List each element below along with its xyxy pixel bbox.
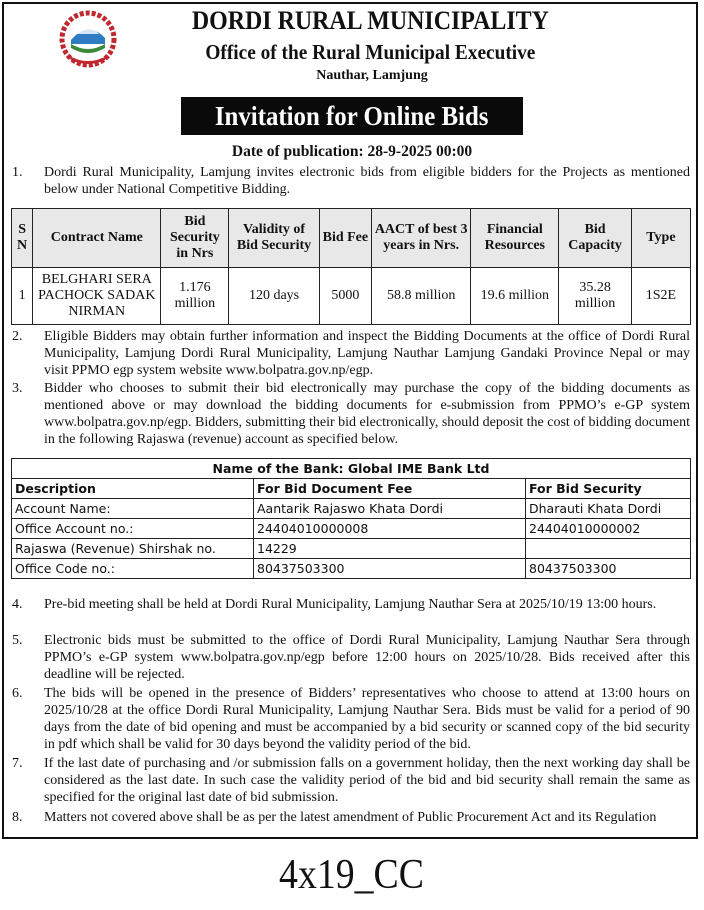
row-label: Rajaswa (Revenue) Shirshak no. — [12, 539, 254, 559]
paragraph-5 — [12, 632, 690, 683]
col-aact: AACT of best 3 years in Nrs. — [372, 209, 471, 268]
row-label: Office Code no.: — [12, 559, 254, 579]
doc-fee-value: Aantarik Rajaswo Khata Dordi — [254, 499, 526, 519]
cell-aact: 58.8 million — [372, 268, 471, 325]
doc-fee-value: 80437503300 — [254, 559, 526, 579]
paragraph-3 — [12, 380, 690, 448]
paragraph-number: 2. — [12, 329, 23, 344]
paragraph-text: Dordi Rural Municipality, Lamjung invites electronic bids from eligible bidders for the Projects as mentioned below under National Competitive Bidding. — [44, 165, 690, 197]
col-description: Description — [12, 479, 254, 499]
cell-contract-name: BELGHARI SERA PACHOCK SADAK NIRMAN — [33, 268, 161, 325]
paragraph-text: If the last date of purchasing and /or submission falls on a government holiday, then the next working day shall be considered as the last date. In such case the validity period of the bid and bid security shall remain the same as specified for the original last date of bid submission. — [44, 756, 690, 805]
ad-code-text: 4x19_CC — [279, 852, 425, 898]
doc-fee-value: 14229 — [254, 539, 526, 559]
publication-date: Date of publication: 28-9-2025 00:00 — [231, 143, 473, 160]
security-value: Dharauti Khata Dordi — [526, 499, 691, 519]
col-bid-fee: Bid Fee — [319, 209, 371, 268]
paragraph-number: 4. — [12, 597, 23, 612]
paragraph-text: Bidder who chooses to submit their bid electronically may purchase the copy of the bidding documents as mentioned above or may download the bidding documents for e-submission from PPMO’s e-GP system www.bolpatra.gov.np/egp. Bidders, submitting their bid electronically, should deposit the cost of bidding document in the following Rajaswa (revenue) account as specified below. — [44, 381, 690, 447]
table-row — [12, 519, 691, 539]
paragraph-text: Matters not covered above shall be as per the latest amendment of Public Procurement Act and its Regulation — [44, 810, 657, 825]
paragraph-text: Eligible Bidders may obtain further information and inspect the Bidding Documents at the office of Dordi Rural Municipality, Lamjung Dordi Rural Municipality, Lamjung Nauthar Lamjung Gandaki Province Nepal or may visit PPMO egp system website www.bolpatra.gov.np/egp. — [44, 329, 690, 378]
security-value: 80437503300 — [526, 559, 691, 579]
col-validity: Validity of Bid Security — [229, 209, 319, 268]
cell-validity: 120 days — [229, 268, 319, 325]
cell-bid-fee: 5000 — [319, 268, 371, 325]
paragraph-1 — [12, 164, 690, 198]
row-label: Account Name: — [12, 499, 254, 519]
contracts-table — [11, 208, 691, 325]
col-financial-resources: Financial Resources — [471, 209, 559, 268]
row-label: Office Account no.: — [12, 519, 254, 539]
paragraph-text: The bids will be opened in the presence of Bidders’ representatives who choose to attend at 13:00 hours on 2025/10/28 at the office Dordi Rural Municipality, Lamjung Nauthar Sera. Bids must be valid for a period of 90 days from the date of bid opening and must be accompanied by a bid security or scanned copy of the bid security in pdf which shall be valid for 30 days beyond the validity period of the bid. — [44, 686, 690, 752]
paragraph-number: 1. — [12, 165, 23, 180]
paragraph-8 — [12, 809, 690, 826]
table-row — [12, 268, 691, 325]
col-bid-security: Bid Security in Nrs — [161, 209, 229, 268]
paragraph-text: Pre-bid meeting shall be held at Dordi Rural Municipality, Lamjung Nauthar Sera at 2025/10/19 13:00 hours. — [44, 597, 657, 612]
paragraph-number: 7. — [12, 756, 23, 771]
ad-code — [0, 851, 704, 899]
office-location: Nauthar, Lamjung — [316, 68, 428, 83]
cell-bid-security: 1.176 million — [161, 268, 229, 325]
col-sn: S N — [12, 209, 33, 268]
paragraph-number: 8. — [12, 810, 23, 825]
paragraph-6 — [12, 685, 690, 753]
col-bid-document-fee: For Bid Document Fee — [254, 479, 526, 499]
col-bid-capacity: Bid Capacity — [559, 209, 631, 268]
municipality-name: DORDI RURAL MUNICIPALITY — [191, 6, 549, 35]
office-name: Office of the Rural Municipal Executive — [205, 40, 536, 64]
paragraph-text: Electronic bids must be submitted to the office of Dordi Rural Municipality, Lamjung Nauthar Sera through PPMO’s e-GP system www.bolpatra.gov.np/egp before 12:00 hours on 2025/10/28. Bids received after this deadline will be rejected. — [44, 633, 690, 682]
cell-type: 1S2E — [631, 268, 690, 325]
paragraph-number: 5. — [12, 633, 23, 648]
paragraph-number: 6. — [12, 686, 23, 701]
doc-fee-value: 24404010000008 — [254, 519, 526, 539]
bank-account-table — [11, 458, 691, 579]
paragraph-number: 3. — [12, 381, 23, 396]
banner-title: Invitation for Online Bids — [215, 101, 489, 131]
cell-sn: 1 — [12, 268, 33, 325]
col-contract-name: Contract Name — [33, 209, 161, 268]
table-row — [12, 559, 691, 579]
notice-banner — [181, 97, 523, 135]
table-row — [12, 499, 691, 519]
paragraph-7 — [12, 755, 690, 806]
table-row — [12, 539, 691, 559]
paragraph-4 — [12, 596, 690, 613]
col-bid-security: For Bid Security — [526, 479, 691, 499]
security-value — [526, 539, 691, 559]
table-header-row — [12, 209, 691, 268]
col-type: Type — [631, 209, 690, 268]
bank-name: Name of the Bank: Global IME Bank Ltd — [12, 459, 691, 479]
security-value: 24404010000002 — [526, 519, 691, 539]
bank-header-row — [12, 479, 691, 499]
cell-financial-resources: 19.6 million — [471, 268, 559, 325]
paragraph-2 — [12, 328, 690, 379]
bank-name-row — [12, 459, 691, 479]
cell-bid-capacity: 35.28 million — [559, 268, 631, 325]
